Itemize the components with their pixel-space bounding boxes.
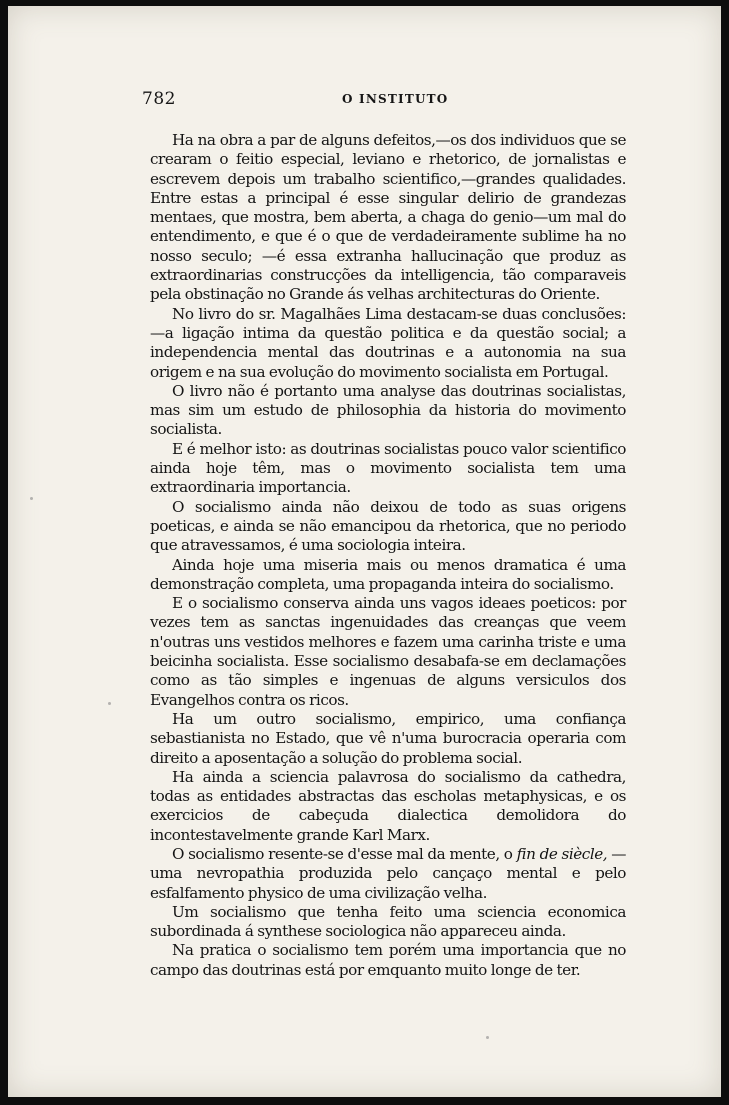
paragraph-text-after: —uma nevropathia produzida pelo cançaço mental e pelo esfalfamento physico de uma civilização velha. [150, 844, 626, 902]
paper-speck [108, 702, 111, 705]
paragraph: No livro do sr. Magalhães Lima destacam-se duas conclusões: —a ligação intima da questão politica e da questão social; a independencia mental das doutrinas e a autonomia na sua origem e na sua evolução do movimento socialista em Portugal. [150, 304, 626, 381]
paragraph: Ainda hoje uma miseria mais ou menos dramatica é uma demonstração completa, uma propaganda inteira do socialismo. [150, 555, 626, 593]
paper-speck [30, 497, 33, 500]
paragraph: Ha ainda a sciencia palavrosa do socialismo da cathedra, todas as entidades abstractas das escholas metaphysicas, e os exercicios de cabeçuda dialectica demolidora do incontestavelmente grande Karl Marx. [150, 767, 626, 844]
paragraph: Ha na obra a par de alguns defeitos,—os dos individuos que se crearam o feitio especial, leviano e rhetorico, de jornalistas e escrevem depois um trabalho scientifico,—grandes qualidades. Entre estas a principal é esse singular delirio de grandezas mentaes, que mostra, bem aberta, a chaga do genio—um mal do entendimento, e que é o que de verdadeiramente sublime ha no nosso seculo; —é essa extranha hallucinação que produz as extraordinarias construcções da intelligencia, tão comparaveis pela obstinação no Grande ás velhas architecturas do Oriente. [150, 131, 626, 304]
paragraph: O socialismo ainda não deixou de todo as suas origens poeticas, e ainda se não emancipou da rhetorica, que no periodo que atravessamos, é uma sociologia inteira. [150, 497, 626, 555]
page-header [142, 89, 626, 113]
running-title: O INSTITUTO [342, 92, 449, 106]
paragraph: Um socialismo que tenha feito uma sciencia economica subordinada á synthese sociologica não appareceu ainda. [150, 902, 626, 941]
paragraph: O livro não é portanto uma analyse das doutrinas socialistas, mas sim um estudo de philosophia da historia do movimento socialista. [150, 381, 626, 439]
paragraph: Na pratica o socialismo tem porém uma importancia que no campo das doutrinas está por emquanto muito longe de ter. [150, 941, 626, 979]
paragraph: E é melhor isto: as doutrinas socialistas pouco valor scientifico ainda hoje têm, mas o movimento socialista tem uma extraordinaria importancia. [150, 439, 626, 497]
paragraph: E o socialismo conserva ainda uns vagos ideaes poeticos: por vezes tem as sanctas ingenuidades das creanças que veem n'outras uns vestidos melhores e fazem uma carinha triste e uma beicinha socialista. Esse socialismo desabafa-se em declamações como as tão simples e ingenuas de alguns versiculos dos Evangelhos contra os ricos. [150, 594, 626, 709]
body-text [150, 131, 626, 980]
paragraph-with-italic [150, 845, 626, 903]
paragraph: Ha um outro socialismo, empirico, uma confiança sebastianista no Estado, que vê n'uma burocracia operaria com direito a aposentação a solução do problema social. [150, 709, 626, 767]
italic-phrase: fin de siècle, [516, 844, 608, 863]
page-number: 782 [142, 89, 176, 109]
paragraph-text-before: O socialismo resente-se d'esse mal da mente, o [172, 844, 517, 863]
paper-speck [486, 1036, 489, 1039]
